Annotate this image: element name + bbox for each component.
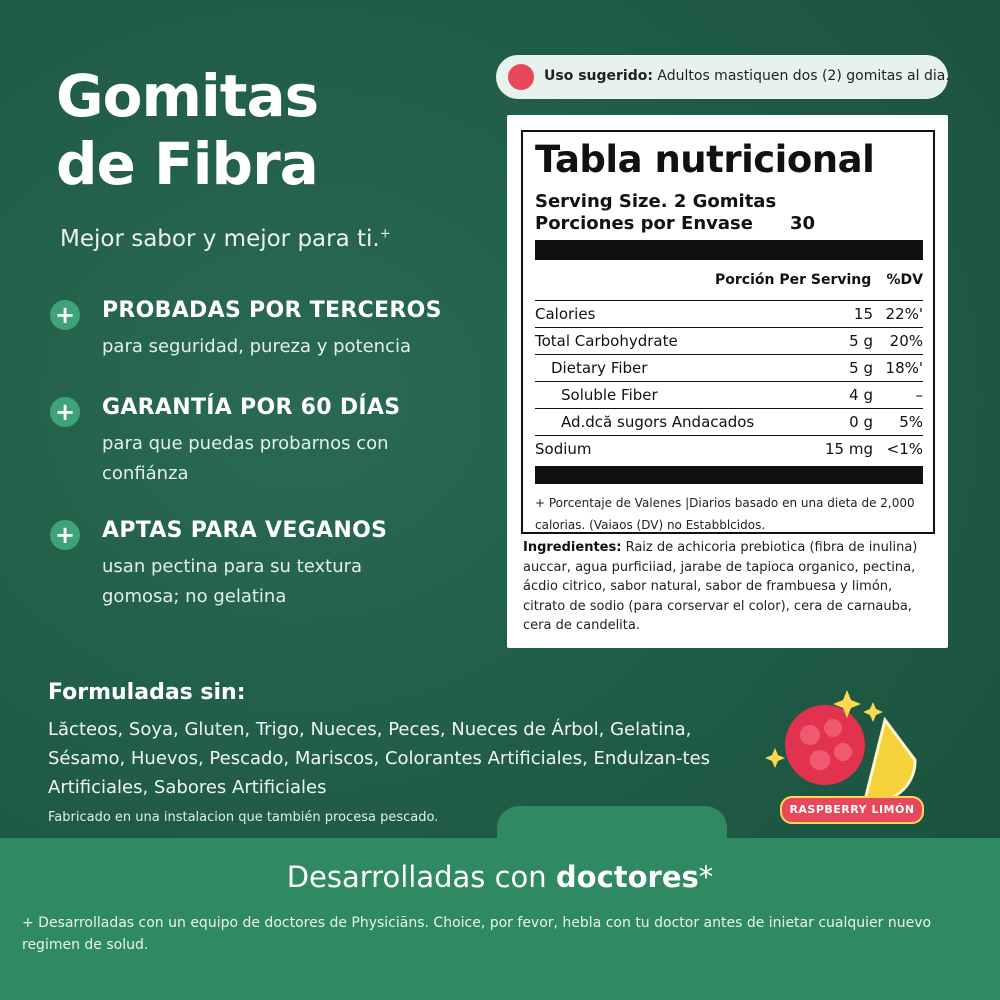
nutrition-panel [507, 115, 948, 648]
plus-icon: + [50, 397, 80, 427]
ingredients-label: Ingredientes: [523, 540, 622, 555]
thick-divider [535, 466, 923, 484]
developed-mark: * [698, 860, 714, 894]
feature-heading: GARANTÍA POR 60 DÍAS [102, 395, 401, 420]
nutrition-rows [535, 300, 923, 466]
nutrient-dv: 22%' [885, 305, 923, 323]
usage-label: Uso sugerido: [544, 68, 653, 84]
servings-label: Porciones por Envase [535, 213, 753, 234]
serving-size: Serving Size. 2 Gomitas [535, 191, 777, 212]
subtitle-mark: + [379, 226, 391, 242]
nutrient-row [535, 354, 923, 381]
plus-icon: + [50, 520, 80, 550]
nutrient-amount: 15 [853, 305, 873, 323]
nutrient-dv: 5% [899, 413, 923, 431]
nutrient-row [535, 300, 923, 327]
developed-prefix: Desarrolladas con [286, 860, 556, 894]
dv-column-header: %DV [886, 272, 923, 288]
flavor-badge: RASPBERRY LIMÓN [780, 796, 924, 824]
nutrition-footnote: + Porcentaje de Valenes |Diarios basado en una dieta de 2,000 calorias. (Vaiaos (DV) no Estabblcidos. [535, 496, 915, 532]
lemon-icon [865, 720, 915, 801]
facility-note: Fabricado en una instalacion que también procesa pescado. [48, 810, 439, 825]
nutrient-name: Sodium [535, 440, 592, 458]
nutrient-dv: 20% [889, 332, 923, 350]
sparkle-icon [765, 748, 785, 768]
feature-text: para que puedas probarnos con confiánza [102, 433, 389, 484]
nutrient-name: Soluble Fiber [561, 386, 658, 404]
nutrient-name: Calories [535, 305, 596, 323]
title-line-1: Gomitas [56, 62, 319, 130]
formulated-title: Formuladas sin: [48, 680, 246, 705]
servings-per-container [535, 213, 816, 235]
subtitle-text: Mejor sabor y mejor para ti. [60, 226, 380, 252]
serving-column-header: Porción Per Serving [715, 272, 872, 288]
nutrient-row [535, 327, 923, 354]
nutrient-amount: 0 g [849, 413, 873, 431]
product-title [56, 62, 318, 198]
nutrition-title: Tabla nutricional [535, 138, 875, 181]
nutrient-name: Dietary Fiber [551, 359, 648, 377]
thick-divider [535, 240, 923, 260]
nutrient-row [535, 408, 923, 435]
feature-text: para seguridad, pureza y potencia [102, 336, 412, 357]
developed-with-doctors [0, 860, 1000, 894]
feature-heading: PROBADAS POR TERCEROS [102, 298, 442, 323]
sparkle-icon [863, 702, 883, 722]
plus-icon: + [50, 300, 80, 330]
nutrient-row [535, 435, 923, 466]
title-line-2: de Fibra [56, 130, 318, 198]
nutrient-dv: 18%' [885, 359, 923, 377]
subtitle [60, 226, 391, 252]
raspberry-icon [785, 705, 865, 785]
nutrient-amount: 4 g [849, 386, 873, 404]
ingredients [523, 538, 933, 636]
usage-value: Adultos mastiquen dos (2) gomitas al dia. [657, 68, 950, 84]
nutrient-amount: 5 g [849, 332, 873, 350]
disclaimer: + Desarrolladas con un equipo de doctores de Physiciāns. Choice, por fevor, hebla con tu doctor antes de inietar cualquier nuevo regimen de solud. [22, 915, 932, 953]
feature-text: usan pectina para su textura gomosa; no gelatina [102, 556, 363, 607]
usage-pill [496, 55, 948, 99]
servings-value: 30 [790, 213, 816, 234]
bottom-band-tab [497, 806, 727, 846]
raspberry-icon [508, 64, 534, 90]
nutrition-facts-box [521, 130, 935, 534]
nutrient-amount: 15 mg [825, 440, 873, 458]
ingredients-text: Raiz de achicoria prebiotica (fibra de inulina) auccar, agua purficiiad, jarabe de tapioca organico, pectina, ácdio citrico, sabor natural, sabor de frambuesa y limón, citrato de sodio (para corservar el color), cera de carnauba, cera de candelita. [523, 540, 918, 633]
nutrient-dv: – [915, 386, 923, 404]
nutrient-amount: 5 g [849, 359, 873, 377]
nutrient-row [535, 381, 923, 408]
nutrient-name: Ad.dcă sugors Andacados [561, 413, 755, 431]
developed-bold: doctores [555, 860, 699, 894]
feature-heading: APTAS PARA VEGANOS [102, 518, 388, 543]
nutrient-dv: <1% [886, 440, 923, 458]
formulated-list: Lăcteos, Soya, Gluten, Trigo, Nueces, Peces, Nueces de Árbol, Gelatina, Sésamo, Huevos, Pescado, Mariscos, Colorantes Artificiales, Endulzan-tes Artificiales, Sabores Artificiales [48, 719, 711, 798]
nutrient-name: Total Carbohydrate [535, 332, 678, 350]
usage-text [544, 68, 950, 84]
